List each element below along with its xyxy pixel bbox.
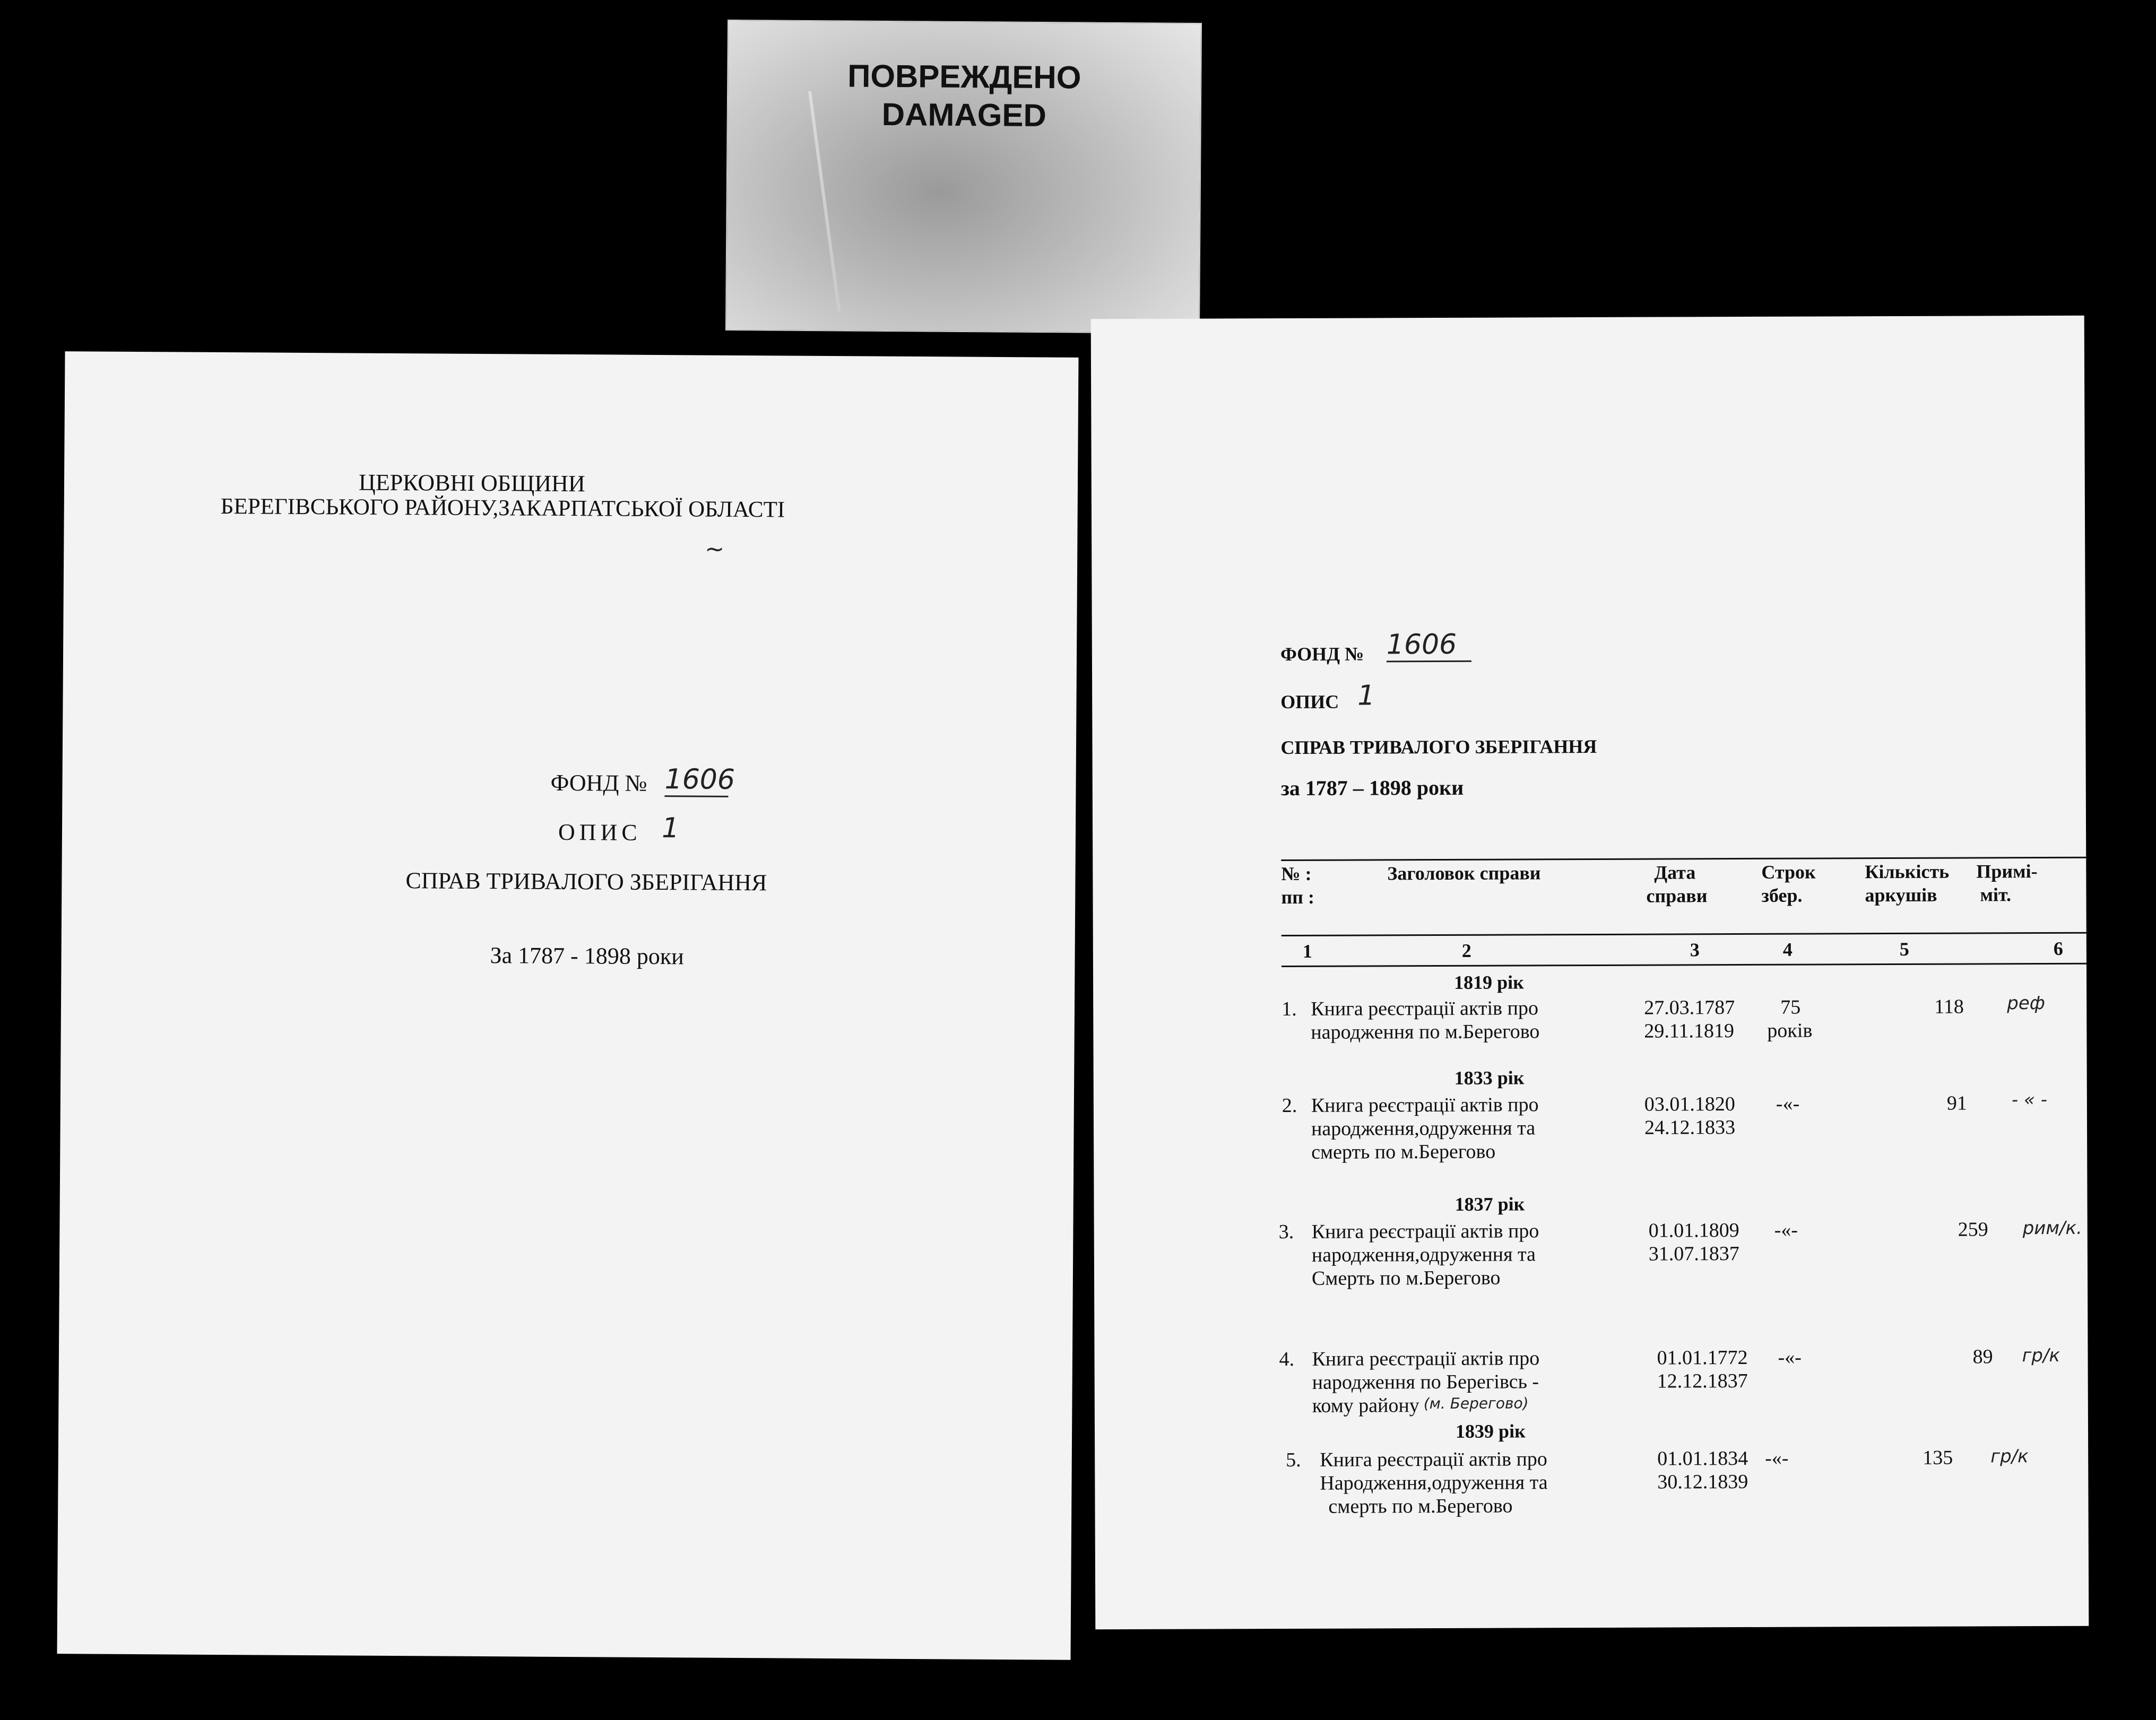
entry-title-line: Книга реєстрації актів про — [1311, 1093, 1539, 1117]
fond-number: 1606 — [664, 763, 728, 797]
entry-title-line: смерть по м.Берегово — [1328, 1495, 1513, 1518]
damaged-label-en: DAMAGED — [881, 96, 1047, 134]
year-heading: 1839 рік — [1455, 1420, 1526, 1442]
colnum-1: 1 — [1302, 940, 1312, 962]
table-colnum-rule — [1282, 963, 2086, 967]
header-sheets-2: аркушів — [1865, 884, 1937, 906]
entry-term-unit: років — [1767, 1019, 1813, 1042]
colnum-5: 5 — [1899, 938, 1909, 960]
opys-number: 1 — [1357, 680, 1375, 712]
colnum-6: 6 — [2053, 937, 2063, 959]
year-heading: 1833 рік — [1454, 1067, 1525, 1089]
entry-number: 2. — [1282, 1094, 1297, 1117]
entry-title-line: народження,одруження та — [1311, 1117, 1536, 1140]
entry-date-end: 31.07.1837 — [1648, 1243, 1739, 1265]
entry-date-start: 01.01.1772 — [1657, 1346, 1748, 1369]
table-top-rule — [1281, 857, 2086, 861]
table-header-rule — [1282, 932, 2086, 936]
entry-note: гр/к — [2022, 1344, 2060, 1367]
opys-label: ОПИС — [1280, 691, 1339, 713]
entry-term: -«- — [1765, 1447, 1789, 1470]
entry-title-line: народження по Берегівсь - — [1312, 1370, 1539, 1394]
opys-number: 1 — [661, 812, 680, 845]
header-sheets-1: Кількість — [1865, 861, 1950, 883]
fond-number: 1606 — [1387, 629, 1471, 663]
inventory-page-sheet — [1091, 316, 2089, 1630]
entry-term: -«- — [1778, 1346, 1802, 1369]
entry-note: реф — [2007, 993, 2045, 1014]
entry-date-start: 01.01.1809 — [1648, 1219, 1739, 1242]
title-page-sheet — [57, 351, 1079, 1660]
entry-number: 4. — [1279, 1348, 1295, 1371]
org-line-2: БЕРЕГІВСЬКОГО РАЙОНУ,ЗАКАРПАТСЬКОЇ ОБЛАСТІ — [220, 493, 785, 523]
header-term-2: збер. — [1761, 884, 1803, 906]
entry-term: -«- — [1776, 1092, 1800, 1115]
entry-sheets: 259 — [1958, 1218, 1988, 1241]
entry-title-line: народження по м.Берегово — [1311, 1020, 1540, 1044]
entry-date-start: 27.03.1787 — [1644, 996, 1735, 1019]
opys-label: ОПИС — [558, 819, 642, 846]
entry-sheets: 91 — [1946, 1092, 1967, 1115]
entry-date-end: 12.12.1837 — [1657, 1369, 1748, 1393]
fond-label: ФОНД № — [1280, 643, 1364, 665]
entry-number: 1. — [1282, 997, 1297, 1021]
entry-title-line: Книга реєстрації актів про — [1312, 1347, 1540, 1370]
entry-date-start: 03.01.1820 — [1644, 1093, 1735, 1116]
entry-date-end: 30.12.1839 — [1657, 1470, 1748, 1493]
header-notes-1: Примі- — [1976, 861, 2038, 882]
colnum-3: 3 — [1690, 939, 1700, 961]
header-no-2: пп : — [1281, 886, 1315, 908]
entry-sheets: 89 — [1972, 1345, 1993, 1368]
entry-note: гр/к — [1990, 1446, 2029, 1467]
org-line-1: ЦЕРКОВНІ ОБЩИНИ — [358, 469, 585, 497]
entry-title-handwritten: (м. Берегово) — [1423, 1394, 1529, 1413]
year-heading: 1819 рік — [1453, 971, 1524, 993]
entry-title-line: смерть по м.Берегово — [1311, 1140, 1496, 1163]
year-heading: 1837 рік — [1454, 1193, 1525, 1215]
entry-date-start: 01.01.1834 — [1657, 1447, 1748, 1470]
entry-date-end: 29.11.1819 — [1644, 1020, 1735, 1043]
title-page-years: За 1787 - 1898 роки — [490, 942, 684, 970]
entry-note: - « - — [2011, 1089, 2048, 1111]
entry-title-line: народження,одруження та — [1311, 1243, 1536, 1266]
damaged-label-uk: ПОВРЕЖДЕНО — [847, 58, 1081, 95]
entry-number: 3. — [1278, 1220, 1294, 1244]
entry-title-line: Смерть по м.Берегово — [1311, 1266, 1501, 1290]
entry-note: рим/к. — [2022, 1217, 2082, 1239]
damaged-label-card — [725, 20, 1202, 334]
colnum-4: 4 — [1782, 939, 1793, 960]
title-page-subtitle: СПРАВ ТРИВАЛОГО ЗБЕРІГАННЯ — [405, 867, 767, 896]
entry-number: 5. — [1286, 1448, 1301, 1472]
header-notes-2: міт. — [1980, 884, 2012, 906]
entry-term: -«- — [1774, 1219, 1798, 1241]
entry-sheets: 135 — [1923, 1446, 1953, 1469]
header-term-1: Строк — [1761, 861, 1816, 883]
entry-title-line: Книга реєстрації актів про — [1320, 1448, 1547, 1471]
header-date-2: справи — [1646, 885, 1708, 907]
entry-date-end: 24.12.1833 — [1644, 1116, 1736, 1139]
entry-term: 75 — [1780, 996, 1801, 1019]
entry-title-line: кому району — [1312, 1394, 1419, 1417]
colnum-2: 2 — [1461, 940, 1471, 961]
handwritten-mark: ~ — [705, 535, 725, 563]
entry-title-line: Книга реєстрації актів про — [1311, 1220, 1539, 1243]
entry-title-line: Народження,одруження та — [1320, 1471, 1548, 1495]
header-title: Заголовок справи — [1387, 862, 1541, 884]
inventory-years: за 1787 – 1898 роки — [1280, 775, 1464, 801]
fond-label: ФОНД № — [550, 769, 647, 796]
entry-sheets: 118 — [1934, 995, 1964, 1018]
header-no-1: № : — [1281, 863, 1312, 885]
entry-title-line: Книга реєстрації актів про — [1311, 997, 1538, 1020]
header-date-1: Дата — [1654, 862, 1696, 883]
inventory-subtitle: СПРАВ ТРИВАЛОГО ЗБЕРІГАННЯ — [1280, 735, 1597, 759]
